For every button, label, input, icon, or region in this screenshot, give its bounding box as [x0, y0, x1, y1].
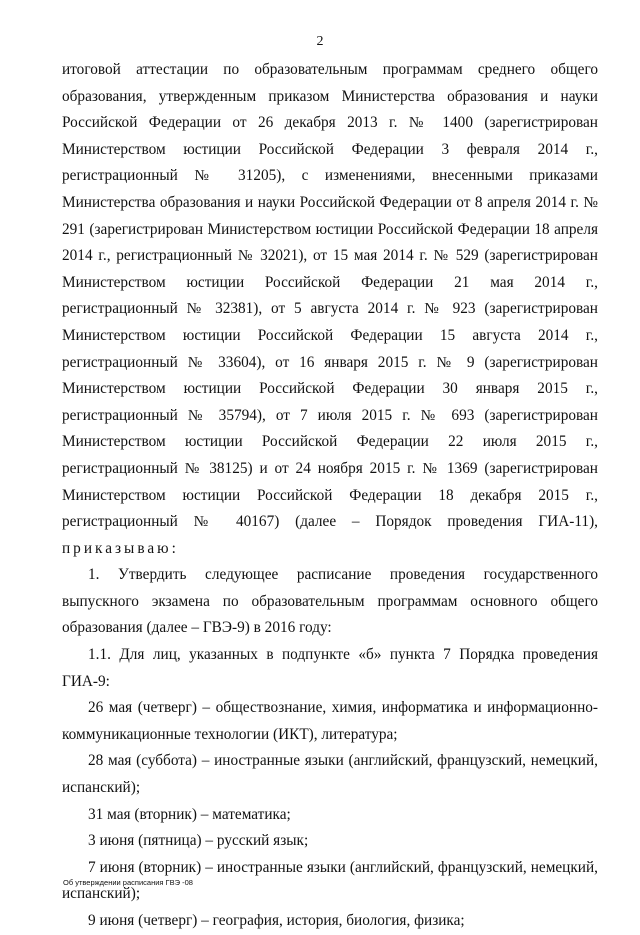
intro-paragraph — [62, 57, 598, 562]
item-paragraph: 31 мая (вторник) – математика; — [88, 805, 291, 823]
item-paragraph: 7 июня (вторник) – иностранные языки (английский, французский, немецкий, испанский); — [62, 858, 598, 903]
intro-text: итоговой аттестации по образовательным программам среднего общего образования, утвержденным приказом Министерства образования и науки Российской Федерации от 26 декабря 2013 г. № 1400 (зарегистрирован Министерством юстиции Российской Федерации 3 февраля 2014 г., регистрационный № 31205), с изменениями, внесенными приказами Министерства образования и науки Российской Федерации от 8 апреля 2014 г. № 291 (зарегистрирован Министерством юстиции Российской Федерации 18 апреля 2014 г., регистрационный № 32021), от 15 мая 2014 г. № 529 (зарегистрирован Министерством юстиции Российской Федерации 21 мая 2014 г., регистрационный № 32381), от 5 августа 2014 г. № 923 (зарегистрирован Министерством юстиции Российской Федерации 15 августа 2014 г., регистрационный № 33604), от 16 января 2015 г. № 9 (зарегистрирован Министерством юстиции Российской Федерации 30 января 2015 г., регистрационный № 35794), от 7 июля 2015 г. № 693 (зарегистрирован Министерством юстиции Российской Федерации 22 июля 2015 г., регистрационный № 38125) и от 24 ноября 2015 г. № 1369 (зарегистрирован Министерством юстиции Российской Федерации 18 декабря 2015 г., регистрационный № 40167) (далее – Порядок проведения ГИА-11), — [62, 61, 598, 531]
item-paragraph: 3 июня (пятница) – русский язык; — [88, 832, 309, 850]
order-word: приказываю: — [62, 539, 179, 557]
item-paragraph: 28 мая (суббота) – иностранные языки (английский, французский, немецкий, испанский); — [62, 752, 598, 797]
footer-note: Об утверждении расписания ГВЭ -08 — [63, 878, 193, 887]
document-body — [62, 57, 598, 935]
item-paragraph: 1. Утвердить следующее расписание проведения государственного выпускного экзамена по образовательным программам основного общего образования (далее – ГВЭ-9) в 2016 году: — [62, 566, 598, 637]
item-paragraph: 9 июня (четверг) – география, история, биология, физика; — [88, 912, 465, 929]
page-number: 2 — [316, 34, 324, 49]
item-paragraph: 26 мая (четверг) – обществознание, химия, информатика и информационно-коммуникационные технологии (ИКТ), литература; — [62, 699, 598, 743]
item-paragraph: 1.1. Для лиц, указанных в подпункте «б» пункта 7 Порядка проведения ГИА-9: — [62, 646, 598, 690]
